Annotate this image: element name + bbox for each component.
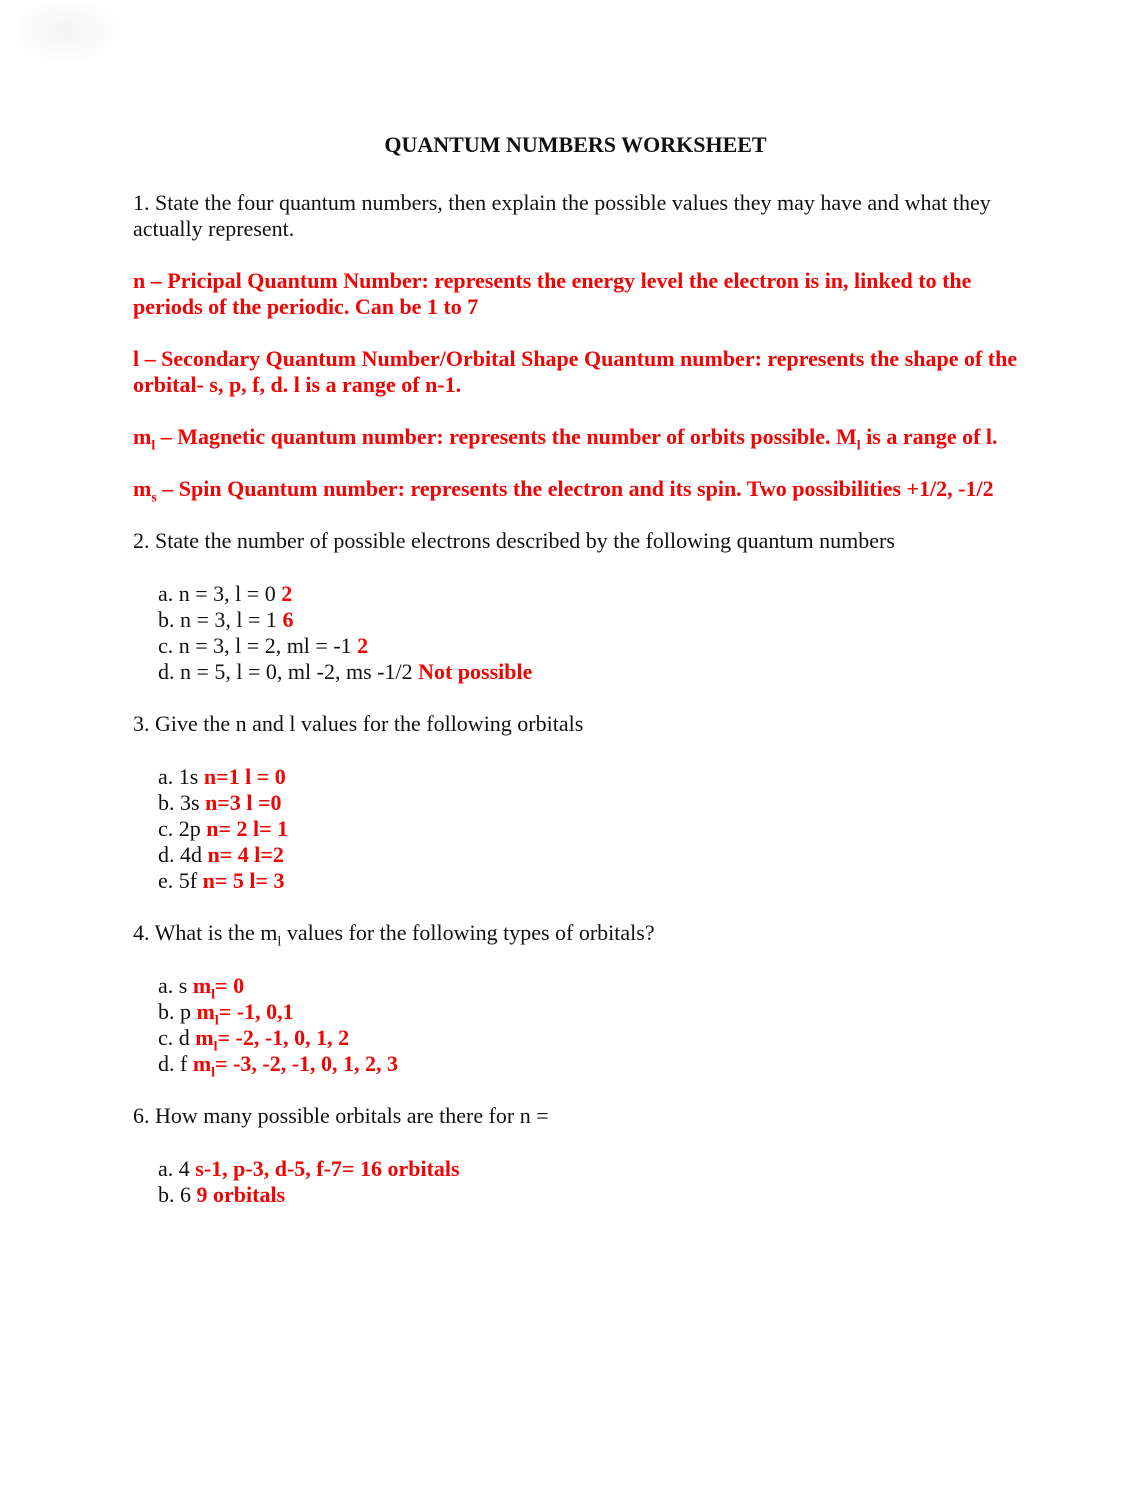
question-1-prompt: 1. State the four quantum numbers, then explain the possible values they may have and what they actually represent. (133, 190, 991, 241)
answer-magnetic-quantum-number (133, 424, 1018, 454)
item-question-text: d. f (158, 1051, 193, 1076)
item-answer-subscript: l (211, 1065, 216, 1081)
question-3-prompt: 3. Give the n and l values for the following orbitals (133, 711, 584, 736)
answer-lead-subscript: s (151, 490, 157, 506)
q3-item-c (158, 816, 1018, 842)
item-question-text: c. d (158, 1025, 196, 1050)
answer-lead: n (133, 268, 146, 293)
item-answer-subscript: l (213, 1039, 218, 1055)
item-question-text: a. 1s (158, 764, 204, 789)
q3-item-d (158, 842, 1018, 868)
question-3-answers (133, 764, 1018, 894)
item-answer-lead: m (196, 999, 215, 1024)
item-question-text: b. p (158, 999, 197, 1024)
item-question-text: c. n = 3, l = 2, ml = -1 (158, 633, 358, 658)
item-answer-text: n= 2 l= 1 (206, 816, 289, 841)
item-question-text: a. n = 3, l = 0 (158, 581, 282, 606)
answer-secondary-quantum-number (133, 346, 1018, 398)
q3-item-b (158, 790, 1018, 816)
answer-body: – Secondary Quantum Number/Orbital Shape Quantum number: represents the shape of the orbital- s, p, f, d. l is a range of n-1. (133, 346, 1018, 397)
question-2-answers (133, 581, 1018, 685)
item-question-text: b. 6 (158, 1182, 197, 1207)
answer-spin-quantum-number (133, 476, 1018, 506)
answer-principal-quantum-number (133, 268, 1018, 320)
q6-item-a (158, 1156, 1018, 1182)
answer-body: – Magnetic quantum number: represents the number of orbits possible. M (155, 424, 857, 449)
q2-item-a (158, 581, 1018, 607)
item-question-text: a. s (158, 973, 193, 998)
answer-lead: l (133, 346, 140, 371)
question-6-prompt: 6. How many possible orbitals are there for n = (133, 1103, 549, 1128)
item-answer-subscript: l (211, 987, 216, 1003)
item-answer-text: n= 5 l= 3 (202, 868, 285, 893)
item-answer-text: n=3 l =0 (205, 790, 282, 815)
item-answer-text: = 0 (215, 973, 245, 998)
item-question-text: c. 2p (158, 816, 207, 841)
item-answer-text: n= 4 l=2 (207, 842, 284, 867)
item-answer-text: 9 orbitals (196, 1182, 286, 1207)
item-question-text: a. 4 (158, 1156, 196, 1181)
prompt-subscript: l (277, 934, 282, 950)
answer-lead-subscript: l (151, 438, 156, 454)
q4-item-b (158, 999, 1018, 1029)
q2-item-b (158, 607, 1018, 633)
q4-item-c (158, 1025, 1018, 1055)
item-question-text: b. 3s (158, 790, 206, 815)
item-answer-text: 2 (281, 581, 293, 606)
q2-item-c (158, 633, 1018, 659)
q3-item-a (158, 764, 1018, 790)
item-question-text: e. 5f (158, 868, 203, 893)
prompt-text: 4. What is the m (133, 920, 278, 945)
item-question-text: b. n = 3, l = 1 (158, 607, 283, 632)
question-2-prompt: 2. State the number of possible electrons described by the following quantum numbers (133, 528, 895, 553)
answer-body: – Spin Quantum number: represents the electron and its spin. Two possibilities +1/2, -1/2 (156, 476, 994, 501)
item-question-text: d. n = 5, l = 0, ml -2, ms -1/2 (158, 659, 419, 684)
item-answer-text: Not possible (418, 659, 533, 684)
page-title: QUANTUM NUMBERS WORKSHEET (384, 132, 767, 157)
answer-lead: m (133, 476, 152, 501)
answer-lead: m (133, 424, 152, 449)
q4-item-a (158, 973, 1018, 1003)
item-answer-text: 6 (282, 607, 294, 632)
item-answer-text: n=1 l = 0 (203, 764, 286, 789)
item-answer-text: 2 (357, 633, 369, 658)
item-answer-text: s-1, p-3, d-5, f-7= 16 orbitals (195, 1156, 460, 1181)
q2-item-d (158, 659, 1018, 685)
item-answer-lead: m (192, 973, 212, 998)
item-answer-lead: m (192, 1051, 212, 1076)
answer-body-end: is a range of l. (860, 424, 998, 449)
answer-body: – Pricipal Quantum Number: represents the energy level the electron is in, linked to the periods of the periodic. Can be 1 to 7 (133, 268, 972, 319)
item-answer-text: = -1, 0,1 (218, 999, 294, 1024)
item-answer-subscript: l (214, 1013, 219, 1029)
answer-mid-subscript: l (856, 438, 861, 454)
scan-artifact (16, 2, 126, 66)
item-answer-text: = -3, -2, -1, 0, 1, 2, 3 (215, 1051, 399, 1076)
item-question-text: d. 4d (158, 842, 208, 867)
q6-item-b (158, 1182, 1018, 1208)
question-6-answers (133, 1156, 1018, 1208)
question-4-prompt (133, 920, 1018, 950)
item-answer-text: = -2, -1, 0, 1, 2 (217, 1025, 350, 1050)
item-answer-lead: m (195, 1025, 214, 1050)
question-4-answers (133, 973, 1018, 1081)
prompt-text-end: values for the following types of orbitals? (281, 920, 655, 945)
q3-item-e (158, 868, 1018, 894)
q4-item-d (158, 1051, 1018, 1081)
